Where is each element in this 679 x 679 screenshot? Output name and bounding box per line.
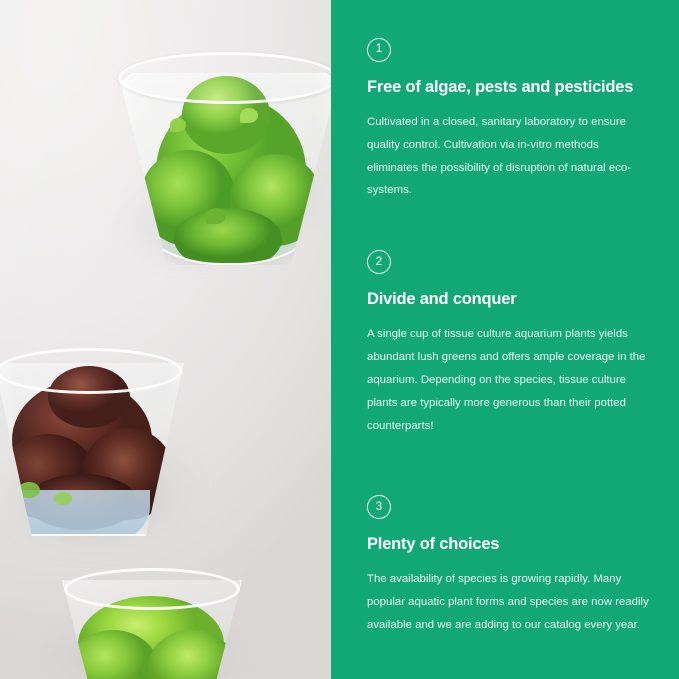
plant-leaf (54, 492, 72, 505)
cup-rim (118, 52, 331, 104)
benefit-item-3 (367, 495, 651, 636)
benefit-item-1 (367, 38, 651, 202)
plant-leaf (170, 118, 186, 132)
benefit-body: A single cup of tissue culture aquarium plants yields abundant lush greens and offers ample coverage in the aquarium. Depending on the species, tissue culture plants are typically more generous than their potted counterparts! (367, 328, 646, 432)
culture-media (0, 490, 150, 536)
red-plant-cup (0, 344, 180, 544)
moss-cup (62, 566, 238, 679)
benefits-panel (331, 0, 679, 679)
cup-rim (0, 348, 182, 394)
plant-foliage (174, 208, 282, 265)
benefit-title: Free of algae, pests and pesticides (367, 78, 634, 96)
step-number-badge: 2 (367, 250, 391, 274)
green-stem-plant-cup (118, 46, 331, 278)
step-number-badge: 1 (367, 38, 391, 62)
plant-leaf (18, 482, 40, 498)
benefit-body: Cultivated in a closed, sanitary laboratory to ensure quality control. Cultivation via in-vitro methods eliminates the possibility of disruption of natural eco-systems. (367, 116, 632, 197)
benefit-body: The availability of species is growing rapidly. Many popular aquatic plant forms and species are now readily available and we are adding to our catalog every year. (367, 573, 649, 631)
cup-rim (64, 568, 240, 610)
benefit-title: Divide and conquer (367, 290, 517, 309)
benefit-item-2 (367, 250, 651, 437)
plant-leaf (206, 208, 226, 224)
benefit-title: Plenty of choices (367, 535, 500, 554)
product-photo (0, 0, 331, 679)
plant-leaf (240, 108, 258, 123)
benefits-list (331, 0, 679, 637)
step-number-badge: 3 (367, 495, 391, 519)
